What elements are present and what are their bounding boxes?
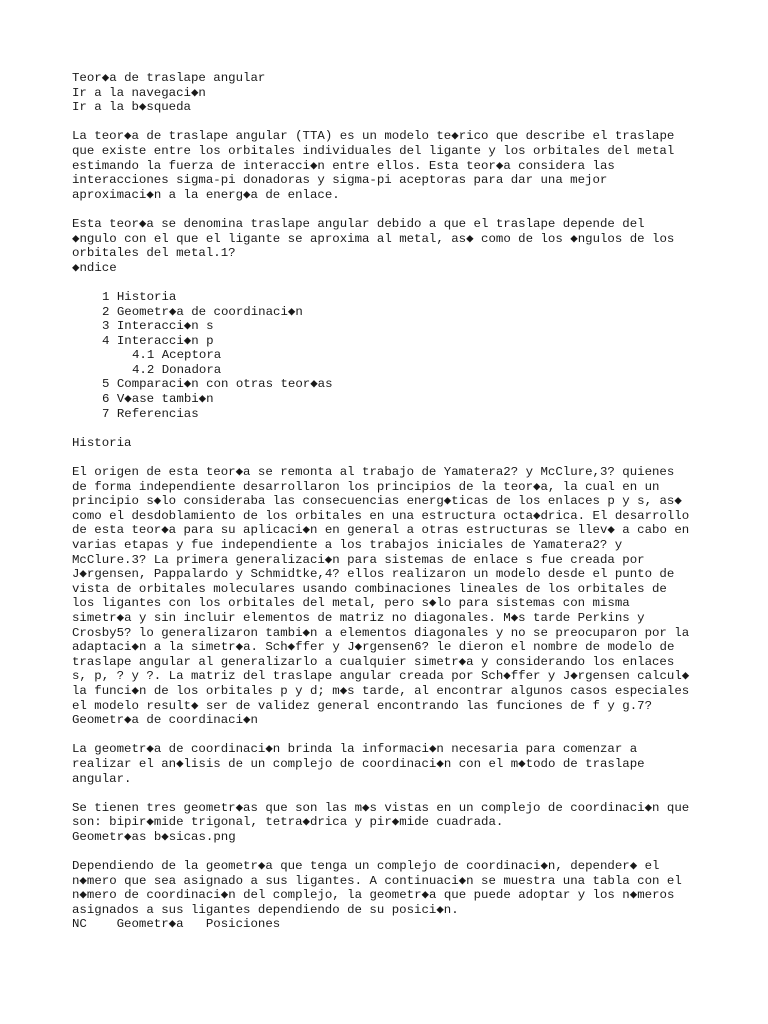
- geometria-paragraph-3: Dependiendo de la geometr◆a que tenga un complejo de coordinaci◆n, depender◆ el n◆mero que sea asignado a sus ligantes. A continuaci◆n se muestra una tabla con el n◆mero de coordinaci◆n del complejo, la geometr◆a que puede adoptar y los n◆meros asignados a sus ligantes dependiendo de su posici◆n.: [72, 859, 682, 917]
- toc-item-referencias[interactable]: 7 Referencias: [102, 406, 199, 421]
- toc-item-aceptora[interactable]: 4.1 Aceptora: [132, 348, 222, 363]
- table-of-contents: [72, 290, 752, 421]
- section-heading-historia: Historia: [72, 435, 132, 450]
- intro-paragraph-1: La teor◆a de traslape angular (TTA) es un modelo te◆rico que describe el traslape que existe entre los orbitales individuales del ligante y los orbitales del metal estimando la fuerza de interacci◆n entre ellos. Esta teor◆a considera las interacciones sigma-pi donadoras y sigma-pi aceptoras para dar una mejor aproximaci◆n a la energ◆a de enlace.: [72, 129, 675, 202]
- geometria-paragraph-2: Se tienen tres geometr◆as que son las m◆s vistas en un complejo de coordinaci◆n que son: bipir◆mide trigonal, tetra◆drica y pir◆mide cuadrada.: [72, 800, 690, 830]
- table-header-row: NC Geometr◆a Posiciones: [72, 917, 281, 932]
- toc-item-geometria[interactable]: 2 Geometr◆a de coordinaci◆n: [102, 304, 303, 319]
- toc-item-interaccion-s[interactable]: 3 Interacci◆n s: [102, 319, 214, 334]
- image-caption: Geometr◆as b◆sicas.png: [72, 829, 236, 844]
- toc-item-vease-tambien[interactable]: 6 V◆ase tambi◆n: [102, 392, 214, 407]
- toc-item-historia[interactable]: 1 Historia: [102, 289, 177, 304]
- intro-paragraph-2: Esta teor◆a se denomina traslape angular debido a que el traslape depende del ◆ngulo con el que el ligante se aproxima al metal, as◆ como de los ◆ngulos de los orbitales del metal.1?: [72, 216, 675, 261]
- historia-paragraph: El origen de esta teor◆a se remonta al trabajo de Yamatera2? y McClure,3? quienes de forma independiente desarrollaron los principios de la teor◆a, la cual en un principio s◆lo consideraba las consecuencias energ◆ticas de los enlaces p y s, as◆ como el desdoblamiento de los orbitales en una estructura octa◆drica. El desarrollo de esta teor◆a para su aplicaci◆n en general a otras estructuras se llev◆ a cabo en varias etapas y fue independiente a los trabajos iniciales de Yamatera2? y McClure.3? La primera generalizaci◆n para sistemas de enlace s fue creada por J◆rgensen, Pappalardo y Schmidtke,4? ellos realizaron un modelo desde el punto de vista de orbitales moleculares usando combinaciones lineales de los orbitales de los ligantes con los orbitales del metal, pero s◆lo para sistemas con misma simetr◆a y sin incluir elementos de matriz no diagonales. M◆s tarde Perkins y Crosby5? lo generalizaron tambi◆n a elementos diagonales y no se preocuparon por la adaptaci◆n a la simetr◆a. Sch◆ffer y J◆rgensen6? le dieron el nombre de modelo de traslape angular al generalizarlo a cualquier simetr◆a y considerando los enlaces s, p, ? y ?. La matriz del traslape angular creada por Sch◆ffer y J◆rgensen calcul◆ la funci◆n de los orbitales p y d; m◆s tarde, al encontrar algunos casos especiales el modelo result◆ ser de validez general encontrando las funciones de f y g.7?: [72, 465, 690, 713]
- document-page: [72, 71, 752, 932]
- nav-link[interactable]: Ir a la navegaci◆n: [72, 85, 206, 100]
- page-title: Teor◆a de traslape angular: [72, 71, 266, 85]
- search-link[interactable]: Ir a la b◆squeda: [72, 100, 191, 115]
- section-heading-geometria: Geometr◆a de coordinaci◆n: [72, 713, 258, 728]
- toc-item-comparacion[interactable]: 5 Comparaci◆n con otras teor◆as: [102, 377, 333, 392]
- toc-heading: ◆ndice: [72, 260, 117, 275]
- toc-item-donadora[interactable]: 4.2 Donadora: [132, 362, 222, 377]
- geometria-paragraph-1: La geometr◆a de coordinaci◆n brinda la informaci◆n necesaria para comenzar a realizar el an◆lisis de un complejo de coordinaci◆n con el m◆todo de traslape angular.: [72, 742, 645, 786]
- toc-item-interaccion-p[interactable]: 4 Interacci◆n p: [102, 333, 214, 348]
